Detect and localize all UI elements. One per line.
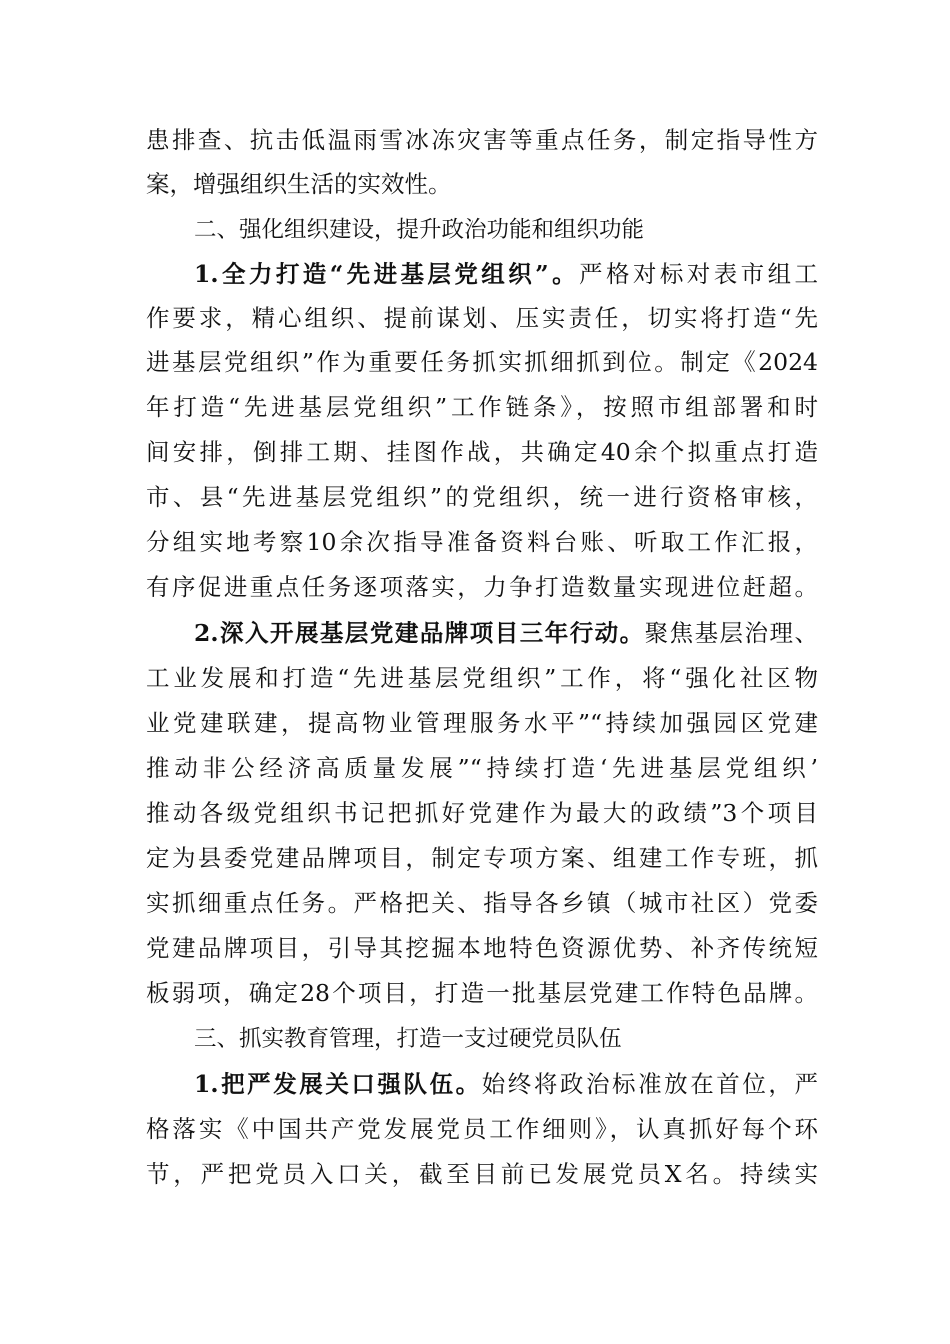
item-text: 严格对标对表市组工 xyxy=(579,260,818,288)
body-text-line: 进基层党组织”作为重要任务抓实抓细抓到位。制定《2024 xyxy=(146,348,818,376)
body-text-line: 定为县委党建品牌项目，制定专项方案、组建工作专班，抓 xyxy=(146,844,818,872)
body-text-line: 有序促进重点任务逐项落实，力争打造数量实现进位赶超。 xyxy=(146,573,818,601)
paragraph-first-line xyxy=(194,1062,818,1106)
body-text-line: 节，严把党员入口关，截至目前已发展党员X名。持续实 xyxy=(146,1160,818,1188)
body-text-line: 间安排，倒排工期、挂图作战，共确定40余个拟重点打造 xyxy=(146,438,818,466)
item-text: 聚焦基层治理、 xyxy=(644,619,818,647)
body-text-line: 业党建联建，提高物业管理服务水平”“持续加强园区党建 xyxy=(146,709,818,737)
item-title: 1.把严发展关口强队伍。 xyxy=(194,1070,482,1098)
body-text-line: 患排查、抗击低温雨雪冰冻灾害等重点任务，制定指导性方 xyxy=(146,126,818,154)
body-text-line: 实抓细重点任务。严格把关、指导各乡镇（城市社区）党委 xyxy=(146,889,818,917)
body-text-line: 党建品牌项目，引导其挖掘本地特色资源优势、补齐传统短 xyxy=(146,934,818,962)
body-text-line: 推动各级党组织书记把抓好党建作为最大的政绩”3个项目 xyxy=(146,799,818,827)
body-text-line: 分组实地考察10余次指导准备资料台账、听取工作汇报， xyxy=(146,528,818,556)
body-text-line: 格落实《中国共产党发展党员工作细则》，认真抓好每个环 xyxy=(146,1115,818,1143)
body-text-line: 市、县“先进基层党组织”的党组织，统一进行资格审核， xyxy=(146,483,818,511)
body-text-line: 工业发展和打造“先进基层党组织”工作，将“强化社区物 xyxy=(146,664,818,692)
section-heading-2: 二、强化组织建设，提升政治功能和组织功能 xyxy=(194,217,645,243)
body-text-line: 推动非公经济高质量发展”“持续打造‘先进基层党组织’ xyxy=(146,754,818,782)
body-text-line: 板弱项，确定28个项目，打造一批基层党建工作特色品牌。 xyxy=(146,979,818,1007)
body-text-line: 年打造“先进基层党组织”工作链条》，按照市组部署和时 xyxy=(146,393,818,421)
item-text: 始终将政治标准放在首位，严 xyxy=(481,1070,818,1098)
item-title: 2.深入开展基层党建品牌项目三年行动。 xyxy=(194,619,645,647)
item-title: 1.全力打造“先进基层党组织”。 xyxy=(194,260,580,288)
paragraph-first-line xyxy=(194,252,818,296)
section-heading-3: 三、抓实教育管理，打造一支过硬党员队伍 xyxy=(194,1026,622,1052)
body-text-line: 案，增强组织生活的实效性。 xyxy=(146,170,452,198)
paragraph-first-line xyxy=(194,611,818,655)
body-text-line: 作要求，精心组织、提前谋划、压实责任，切实将打造“先 xyxy=(146,304,818,332)
